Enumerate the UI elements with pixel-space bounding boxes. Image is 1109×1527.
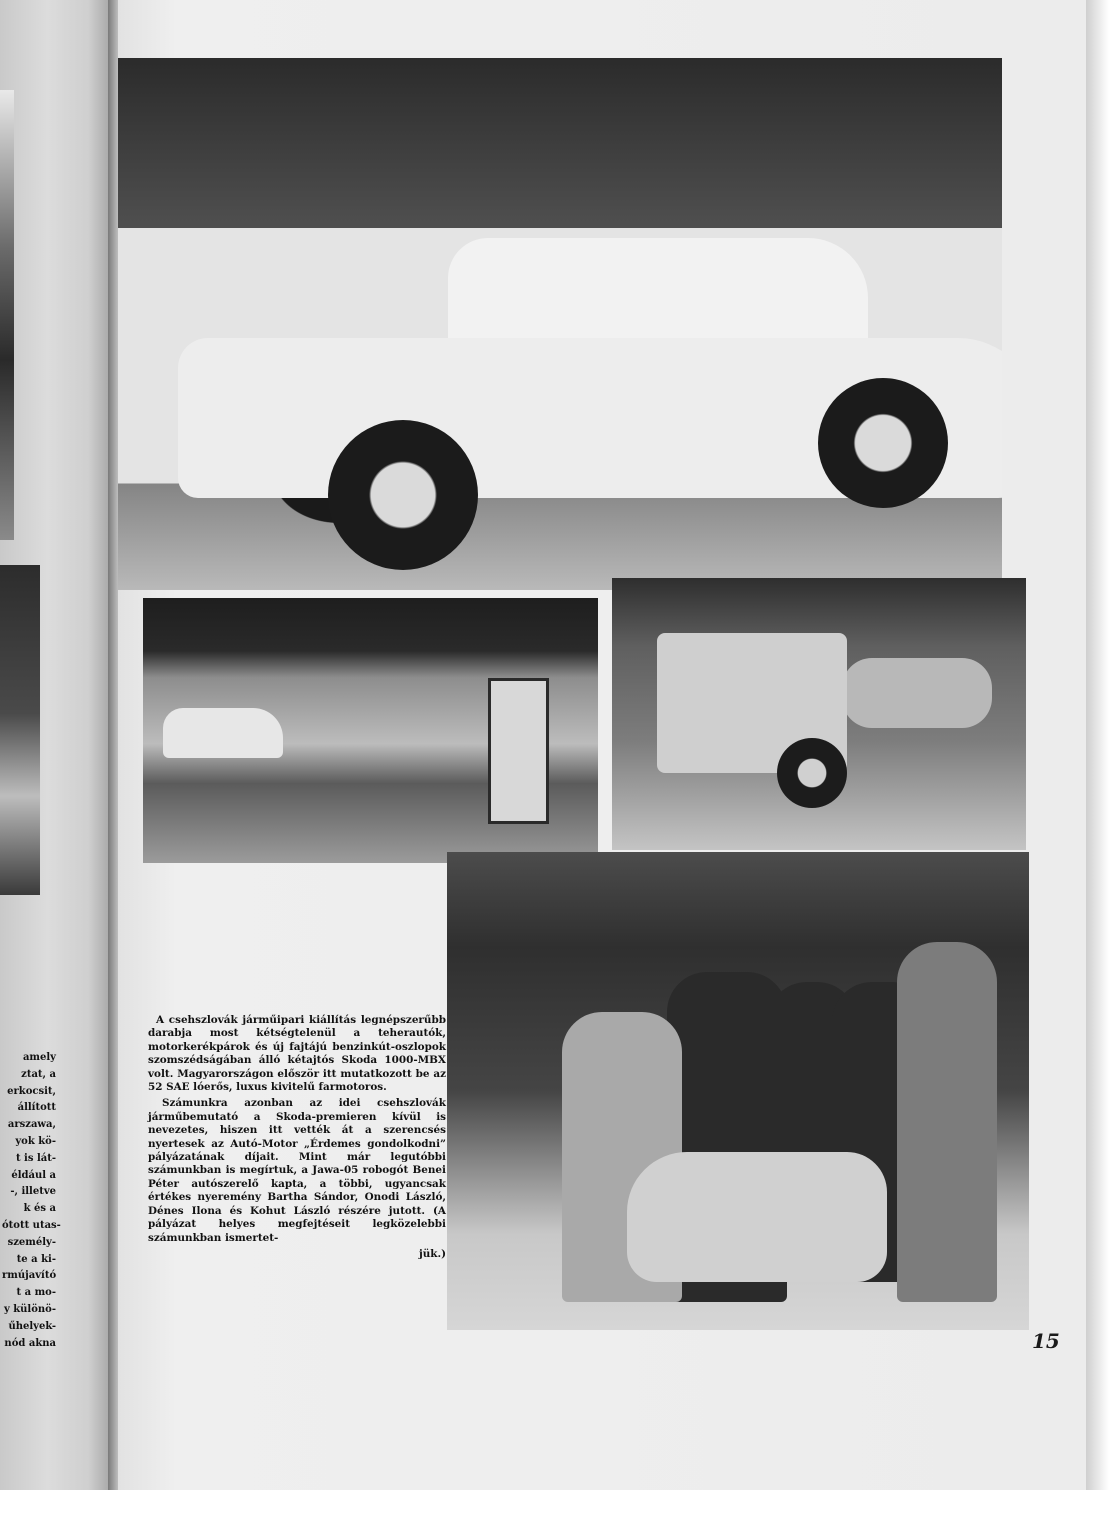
truck-tank <box>842 658 992 728</box>
car-wheel <box>818 378 948 508</box>
left-page-text-line: űhelyek- <box>8 1320 56 1332</box>
left-page-text-line: arszawa, <box>7 1119 56 1131</box>
left-page-text-line: t is lát- <box>15 1152 56 1164</box>
left-page-text-line: ztat, a <box>21 1068 56 1080</box>
caption-paragraph: A csehszlovák járműipari kiállítás legnépszerűbb darabja most kétségtelenül a teherautók, motorkerékpárok és új fajtájú benzinkút-oszlopok szomszédságában álló kétajtós Skoda 1000-MBX volt. Magyarországon először itt mutatkozott be az 52 SAE lóerős, luxus kivitelű farmotoros. <box>148 1014 446 1094</box>
left-page-text-line: te a ki- <box>16 1253 56 1265</box>
car-wheel <box>328 420 478 570</box>
left-page-text-line: t a mo- <box>16 1287 56 1299</box>
fuel-pump <box>488 678 549 824</box>
left-page-text-line: amely <box>22 1052 56 1063</box>
left-page-text-line: személy- <box>7 1236 56 1248</box>
photo-skoda-car <box>118 58 1002 590</box>
caption-paragraph: Számunkra azonban az idei csehszlovák járműbemutató a Skoda-premieren kívül is nevezetes, hiszen itt vették át a szerencsés nyertesek az Autó-Motor „Érdemes gondolkodni” pályázatának díjait. Mint már legutóbbi számunkban is megírtuk, a Jawa-05 robogót Benei Péter autószerelő kapta, a többi, ugyancsak értékes nyeremény Bartha Sándor, Onodi László, Dénes Ilona és Kohut László részére jutott. (A pályázat helyes megfejtéseit legközelebbi számunkban ismertet- <box>148 1097 446 1244</box>
scan-margin <box>0 1490 1109 1527</box>
left-page-text-line: rmújavító <box>2 1270 57 1282</box>
left-page-text-line: k és a <box>23 1203 56 1215</box>
left-page-photo-fragment <box>0 90 14 540</box>
parked-car <box>163 708 283 758</box>
page-number: 15 <box>1032 1329 1060 1353</box>
left-page-text-line: éldául a <box>11 1169 56 1181</box>
caption-tail: jük.) <box>418 1247 446 1260</box>
left-page-text-line: yok kö- <box>15 1135 56 1147</box>
left-page-text-line: nód akna <box>4 1337 56 1349</box>
photo-tanker-truck <box>612 578 1026 850</box>
car-roof <box>448 238 868 348</box>
left-page-text-line: ótott utas- <box>2 1219 61 1231</box>
left-page-text-line: erkocsit, <box>7 1085 56 1097</box>
page-edge <box>1086 0 1109 1527</box>
person <box>897 942 997 1302</box>
left-page <box>0 0 118 1527</box>
left-page-text-line: állított <box>17 1102 56 1114</box>
left-page-text-fragment <box>2 1050 61 1352</box>
photo-motorcycles <box>143 598 598 863</box>
left-page-photo-fragment <box>0 565 40 895</box>
jawa-scooter <box>627 1152 887 1282</box>
left-page-text-line: -, illetve <box>10 1186 56 1198</box>
photo-caption <box>148 1014 446 1261</box>
left-page-text-line: y különö- <box>3 1303 56 1315</box>
truck-wheel <box>777 738 847 808</box>
photo-prize-winners <box>447 852 1029 1330</box>
